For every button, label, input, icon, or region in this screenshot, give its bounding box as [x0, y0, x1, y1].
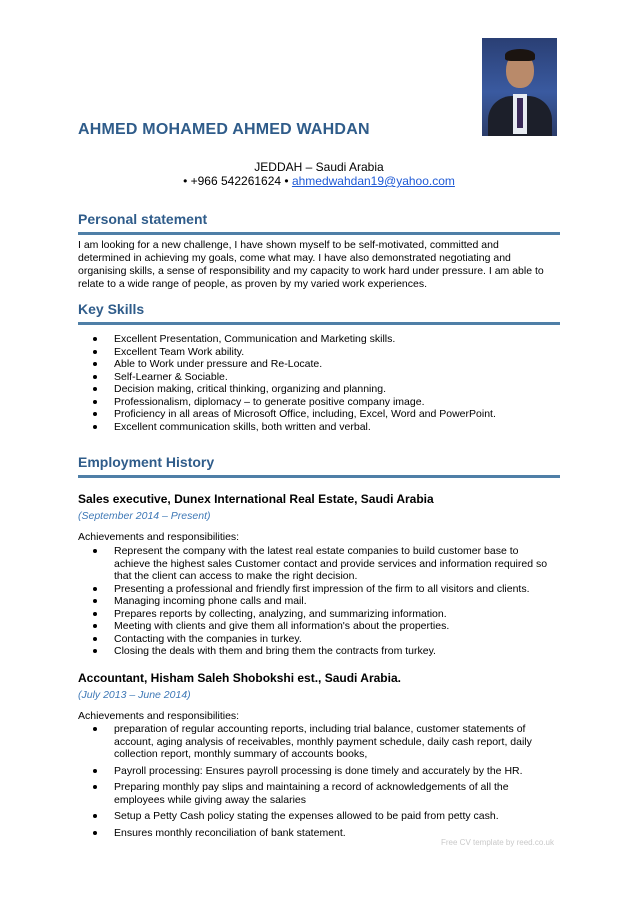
skill-text: Able to Work under pressure and Re-Locate. — [114, 358, 323, 370]
responsibility-text: preparation of regular accounting reports, including trial balance, customer statements of — [114, 723, 526, 735]
photo-hair — [505, 49, 535, 61]
responsibility-text: Preparing monthly pay slips and maintaining a record of acknowledgements of all the — [114, 781, 509, 793]
bullet-icon — [93, 425, 97, 429]
skill-text: Excellent Team Work ability. — [114, 345, 245, 358]
footer-watermark: Free CV template by reed.co.uk — [441, 838, 554, 847]
responsibility-text: Presenting a professional and friendly first impression of the firm to all visitors and clients. — [114, 582, 530, 595]
skill-item — [0, 358, 638, 371]
bullet-icon — [93, 350, 97, 354]
responsibility-text: Managing incoming phone calls and mail. — [114, 595, 307, 607]
bullet-icon — [93, 400, 97, 404]
bullet-icon — [93, 387, 97, 391]
skill-text: Excellent Presentation, Communication and Marketing skills. — [114, 333, 396, 345]
bullet-icon — [93, 831, 97, 835]
responsibility-text: employees while giving away the salaries — [114, 793, 307, 806]
job-dates: (July 2013 – June 2014) — [78, 689, 191, 701]
skill-text: Decision making, critical thinking, organizing and planning. — [114, 383, 386, 395]
job-responsibilities-list — [0, 723, 638, 839]
photo-tie — [517, 98, 523, 128]
achievements-label: Achievements and responsibilities: — [78, 710, 240, 722]
bullet-icon — [93, 769, 97, 773]
personal-statement-text — [78, 239, 560, 291]
bullet-icon — [93, 337, 97, 341]
responsibility-text: Meeting with clients and give them all information's about the properties. — [114, 620, 450, 632]
section-divider — [78, 475, 560, 478]
bullet-icon — [93, 599, 97, 603]
responsibility-text: Setup a Petty Cash policy stating the expenses allowed to be paid from petty cash. — [114, 810, 499, 822]
bullet-icon — [93, 587, 97, 591]
statement-line: relate to a wide range of people, as proven by my varied work experiences. — [78, 278, 428, 290]
bullet-icon — [93, 727, 97, 731]
profile-photo — [482, 38, 557, 136]
skill-text: Proficiency in all areas of Microsoft Office, including, Excel, Word and PowerPoint. — [114, 408, 496, 420]
responsibility-text: Contacting with the companies in turkey. — [114, 632, 302, 645]
bullet-icon — [93, 649, 97, 653]
responsibility-item — [0, 645, 638, 658]
email-link[interactable]: ahmedwahdan19@yahoo.com — [291, 174, 455, 188]
bullet-icon — [93, 814, 97, 818]
skill-item — [0, 421, 638, 434]
skill-item — [0, 383, 638, 396]
responsibility-text: Prepares reports by collecting, analyzing, and summarizing information. — [114, 607, 447, 620]
job-title: Accountant, Hisham Saleh Shobokshi est., Saudi Arabia. — [78, 671, 401, 685]
skill-item — [0, 408, 638, 421]
candidate-name: AHMED MOHAMED AHMED WAHDAN — [78, 121, 370, 138]
responsibility-item — [0, 545, 638, 583]
responsibility-item — [0, 810, 638, 823]
bullet-icon — [93, 637, 97, 641]
responsibility-text: that the client can access to make the right decision. — [114, 570, 358, 582]
achievements-label: Achievements and responsibilities: — [78, 531, 240, 543]
key-skills-heading: Key Skills — [78, 301, 145, 317]
bullet-icon — [93, 624, 97, 628]
job-responsibilities-list — [0, 545, 638, 658]
bullet-icon — [93, 549, 97, 553]
statement-line: determined in achieving my goals, come what may. I have also demonstrated negotiating and — [78, 252, 511, 264]
personal-statement-heading: Personal statement — [78, 211, 208, 227]
responsibility-text: collection report, monthly summary of accounts books, — [114, 748, 368, 760]
responsibility-item — [0, 595, 638, 608]
section-divider — [78, 232, 560, 235]
responsibility-text: Ensures monthly reconciliation of bank statement. — [114, 826, 346, 839]
responsibility-item — [0, 723, 638, 761]
responsibility-item — [0, 583, 638, 596]
phone: • +966 542261624 • — [183, 174, 289, 188]
contact-line — [0, 174, 638, 188]
job-dates: (September 2014 – Present) — [78, 510, 211, 522]
job-title: Sales executive, Dunex International Real Estate, Saudi Arabia — [78, 492, 434, 506]
skill-text: Excellent communication skills, both written and verbal. — [114, 420, 371, 433]
responsibility-item — [0, 608, 638, 621]
skill-item — [0, 346, 638, 359]
responsibility-item — [0, 781, 638, 806]
bullet-icon — [93, 375, 97, 379]
skill-item — [0, 333, 638, 346]
skill-text: Self-Learner & Sociable. — [114, 370, 228, 383]
responsibility-text: Closing the deals with them and bring them the contracts from turkey. — [114, 645, 436, 657]
responsibility-item — [0, 765, 638, 778]
responsibility-text: Payroll processing: Ensures payroll processing is done timely and accurately by the HR. — [114, 764, 523, 777]
location: JEDDAH – Saudi Arabia — [254, 160, 384, 174]
responsibility-text: achieve the highest sales Customer contact and provide services and information required so — [114, 557, 548, 570]
skills-list — [0, 333, 638, 433]
responsibility-text: Represent the company with the latest real estate companies to build customer base to — [114, 545, 519, 557]
responsibility-item — [0, 633, 638, 646]
bullet-icon — [93, 362, 97, 366]
bullet-icon — [93, 412, 97, 416]
employment-history-heading: Employment History — [78, 454, 215, 470]
responsibility-text: account, aging analysis of receivables, monthly payment schedule, daily cash report, daily — [114, 735, 532, 748]
skill-text: Professionalism, diplomacy – to generate positive company image. — [114, 395, 425, 408]
section-divider — [78, 322, 560, 325]
bullet-icon — [93, 785, 97, 789]
statement-line: organising skills, a sense of responsibility and my capacity to work hard under pressure. I am able to — [78, 265, 544, 277]
skill-item — [0, 371, 638, 384]
skill-item — [0, 396, 638, 409]
statement-line: I am looking for a new challenge, I have shown myself to be self-motivated, committed and — [78, 239, 499, 251]
bullet-icon — [93, 612, 97, 616]
responsibility-item — [0, 620, 638, 633]
